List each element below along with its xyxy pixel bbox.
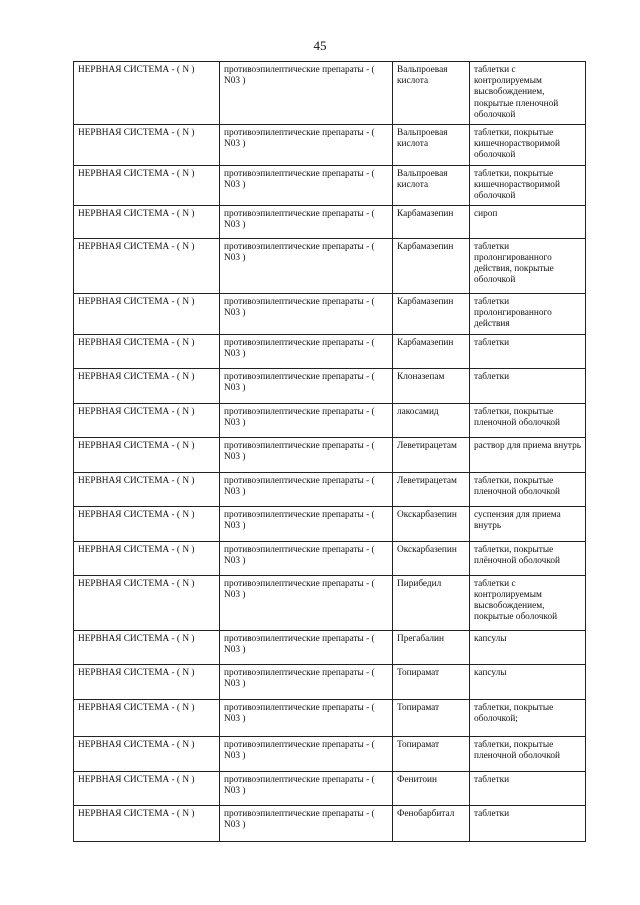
drug-cell: Карбамазепин — [393, 238, 470, 293]
table-row — [74, 125, 586, 166]
form-cell: таблетки, покрытые пленочной оболочкой — [470, 472, 586, 506]
system-cell: НЕРВНАЯ СИСТЕМА - ( N ) — [74, 166, 220, 206]
group-cell: противоэпилептические препараты - ( N03 ) — [220, 805, 393, 841]
system-cell: НЕРВНАЯ СИСТЕМА - ( N ) — [74, 805, 220, 841]
drug-cell: Леветирацетам — [393, 437, 470, 472]
form-cell: таблетки — [470, 805, 586, 841]
group-cell: противоэпилептические препараты - ( N03 ) — [220, 205, 393, 238]
table-row — [74, 293, 586, 334]
group-cell: противоэпилептические препараты - ( N03 ) — [220, 771, 393, 805]
form-cell: таблетки, покрытые кишечнорастворимой оболочкой — [470, 125, 586, 166]
system-cell: НЕРВНАЯ СИСТЕМА - ( N ) — [74, 771, 220, 805]
drug-cell: Карбамазепин — [393, 205, 470, 238]
group-cell: противоэпилептические препараты - ( N03 ) — [220, 506, 393, 541]
system-cell: НЕРВНАЯ СИСТЕМА - ( N ) — [74, 403, 220, 437]
form-cell: таблетки с контролируемым высвобождением, покрытые пленочной оболочкой — [470, 62, 586, 125]
drug-cell: Пирибедил — [393, 575, 470, 630]
form-cell: таблетки с контролируемым высвобождением, покрытые оболочкой — [470, 575, 586, 630]
form-cell: таблетки, покрытые плёночной оболочкой — [470, 541, 586, 575]
group-cell: противоэпилептические препараты - ( N03 ) — [220, 541, 393, 575]
system-cell: НЕРВНАЯ СИСТЕМА - ( N ) — [74, 293, 220, 334]
drug-cell: Топирамат — [393, 699, 470, 736]
drug-cell: Вальпроевая кислота — [393, 62, 470, 125]
table-row — [74, 62, 586, 125]
form-cell: таблетки пролонгированного действия, покрытые оболочкой — [470, 238, 586, 293]
drug-cell: Вальпроевая кислота — [393, 166, 470, 206]
table-row — [74, 541, 586, 575]
form-cell: суспензия для приема внутрь — [470, 506, 586, 541]
system-cell: НЕРВНАЯ СИСТЕМА - ( N ) — [74, 368, 220, 403]
system-cell: НЕРВНАЯ СИСТЕМА - ( N ) — [74, 472, 220, 506]
table-body — [74, 62, 586, 842]
drug-cell: Леветирацетам — [393, 472, 470, 506]
drug-cell: Карбамазепин — [393, 334, 470, 368]
drug-cell: Окскарбазепин — [393, 541, 470, 575]
group-cell: противоэпилептические препараты - ( N03 ) — [220, 664, 393, 699]
system-cell: НЕРВНАЯ СИСТЕМА - ( N ) — [74, 699, 220, 736]
form-cell: таблетки — [470, 334, 586, 368]
drug-cell: Окскарбазепин — [393, 506, 470, 541]
group-cell: противоэпилептические препараты - ( N03 ) — [220, 368, 393, 403]
table-row — [74, 699, 586, 736]
form-cell: таблетки, покрытые кишечнорастворимой оболочкой — [470, 166, 586, 206]
form-cell: таблетки — [470, 771, 586, 805]
system-cell: НЕРВНАЯ СИСТЕМА - ( N ) — [74, 541, 220, 575]
form-cell: капсулы — [470, 664, 586, 699]
system-cell: НЕРВНАЯ СИСТЕМА - ( N ) — [74, 437, 220, 472]
table-row — [74, 166, 586, 206]
system-cell: НЕРВНАЯ СИСТЕМА - ( N ) — [74, 205, 220, 238]
table-row — [74, 472, 586, 506]
system-cell: НЕРВНАЯ СИСТЕМА - ( N ) — [74, 125, 220, 166]
group-cell: противоэпилептические препараты - ( N03 ) — [220, 166, 393, 206]
system-cell: НЕРВНАЯ СИСТЕМА - ( N ) — [74, 664, 220, 699]
drug-cell: Топирамат — [393, 736, 470, 771]
table-row — [74, 238, 586, 293]
table-row — [74, 575, 586, 630]
group-cell: противоэпилептические препараты - ( N03 ) — [220, 472, 393, 506]
system-cell: НЕРВНАЯ СИСТЕМА - ( N ) — [74, 62, 220, 125]
form-cell: сироп — [470, 205, 586, 238]
table-row — [74, 736, 586, 771]
group-cell: противоэпилептические препараты - ( N03 ) — [220, 125, 393, 166]
form-cell: раствор для приема внутрь — [470, 437, 586, 472]
system-cell: НЕРВНАЯ СИСТЕМА - ( N ) — [74, 238, 220, 293]
group-cell: противоэпилептические препараты - ( N03 ) — [220, 403, 393, 437]
page-number: 45 — [313, 38, 327, 53]
system-cell: НЕРВНАЯ СИСТЕМА - ( N ) — [74, 334, 220, 368]
group-cell: противоэпилептические препараты - ( N03 ) — [220, 238, 393, 293]
table-row — [74, 664, 586, 699]
group-cell: противоэпилептические препараты - ( N03 ) — [220, 437, 393, 472]
group-cell: противоэпилептические препараты - ( N03 ) — [220, 62, 393, 125]
form-cell: таблетки, покрытые оболочкой; — [470, 699, 586, 736]
group-cell: противоэпилептические препараты - ( N03 ) — [220, 575, 393, 630]
form-cell: капсулы — [470, 630, 586, 664]
drug-cell: Клоназепам — [393, 368, 470, 403]
system-cell: НЕРВНАЯ СИСТЕМА - ( N ) — [74, 630, 220, 664]
system-cell: НЕРВНАЯ СИСТЕМА - ( N ) — [74, 736, 220, 771]
group-cell: противоэпилептические препараты - ( N03 ) — [220, 699, 393, 736]
table-row — [74, 630, 586, 664]
system-cell: НЕРВНАЯ СИСТЕМА - ( N ) — [74, 575, 220, 630]
drug-table — [73, 61, 586, 842]
form-cell: таблетки — [470, 368, 586, 403]
table-row — [74, 368, 586, 403]
drug-cell: Фенобарбитал — [393, 805, 470, 841]
table-row — [74, 771, 586, 805]
drug-cell: Прегабалин — [393, 630, 470, 664]
group-cell: противоэпилептические препараты - ( N03 ) — [220, 293, 393, 334]
table-row — [74, 403, 586, 437]
drug-cell: Фенитоин — [393, 771, 470, 805]
table-row — [74, 334, 586, 368]
drug-cell: Вальпроевая кислота — [393, 125, 470, 166]
table-row — [74, 205, 586, 238]
table-row — [74, 437, 586, 472]
group-cell: противоэпилептические препараты - ( N03 ) — [220, 630, 393, 664]
group-cell: противоэпилептические препараты - ( N03 ) — [220, 334, 393, 368]
drug-cell: Топирамат — [393, 664, 470, 699]
form-cell: таблетки пролонгированного действия — [470, 293, 586, 334]
table-row — [74, 506, 586, 541]
drug-cell: Карбамазепин — [393, 293, 470, 334]
table-row — [74, 805, 586, 841]
drug-cell: лакосамид — [393, 403, 470, 437]
form-cell: таблетки, покрытые пленочной оболочкой — [470, 403, 586, 437]
system-cell: НЕРВНАЯ СИСТЕМА - ( N ) — [74, 506, 220, 541]
group-cell: противоэпилептические препараты - ( N03 ) — [220, 736, 393, 771]
form-cell: таблетки, покрытые пленочной оболочкой — [470, 736, 586, 771]
